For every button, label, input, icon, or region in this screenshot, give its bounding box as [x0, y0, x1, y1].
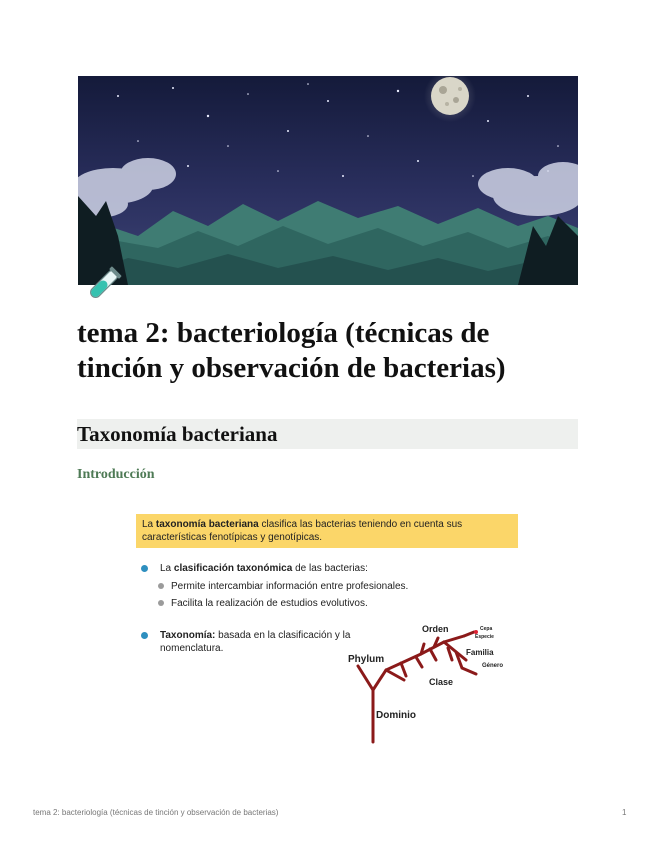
tree-label-orden: Orden: [422, 624, 449, 634]
sub-bullet-icon: [158, 583, 164, 589]
test-tube-icon: [80, 264, 124, 308]
bullet-icon: [141, 632, 148, 639]
tree-label-cepa: Cepa: [480, 626, 493, 632]
footer-document-title: tema 2: bacteriología (técnicas de tinción y observación de bacterias): [33, 808, 279, 817]
cover-image: [78, 76, 578, 285]
tree-label-genero: Género: [482, 663, 504, 669]
tree-label-especie: Especie: [475, 634, 494, 640]
tree-label-phylum: Phylum: [348, 654, 385, 665]
tree-label-clase: Clase: [429, 677, 454, 687]
sub-bullet-item: Facilita la realización de estudios evolutivos.: [158, 597, 368, 610]
tree-label-familia: Familia: [466, 648, 494, 657]
subsection-title: Introducción: [77, 467, 155, 482]
bullet-classification: La clasificación taxonómica de las bacterias:: [143, 562, 368, 575]
section-title: Taxonomía bacteriana: [77, 422, 278, 446]
taxonomy-tree-diagram: [326, 620, 526, 745]
sub-bullet-item: Permite intercambiar información entre profesionales.: [158, 580, 408, 593]
tree-label-dominio: Dominio: [376, 710, 416, 721]
page-title: tema 2: bacteriología (técnicas de tinción y observación de bacterias): [77, 317, 506, 384]
slide-image: [136, 508, 526, 748]
sub-bullet-icon: [158, 600, 164, 606]
bullet-icon: [141, 565, 148, 572]
definition-callout: La taxonomía bacteriana clasifica las bacterias teniendo en cuenta sus características fenotípicas y genotípicas.: [136, 514, 518, 548]
footer-page-number: 1: [622, 808, 627, 817]
bullet-taxonomy: Taxonomía: basada en la clasificación y la nomenclatura.: [143, 629, 353, 655]
